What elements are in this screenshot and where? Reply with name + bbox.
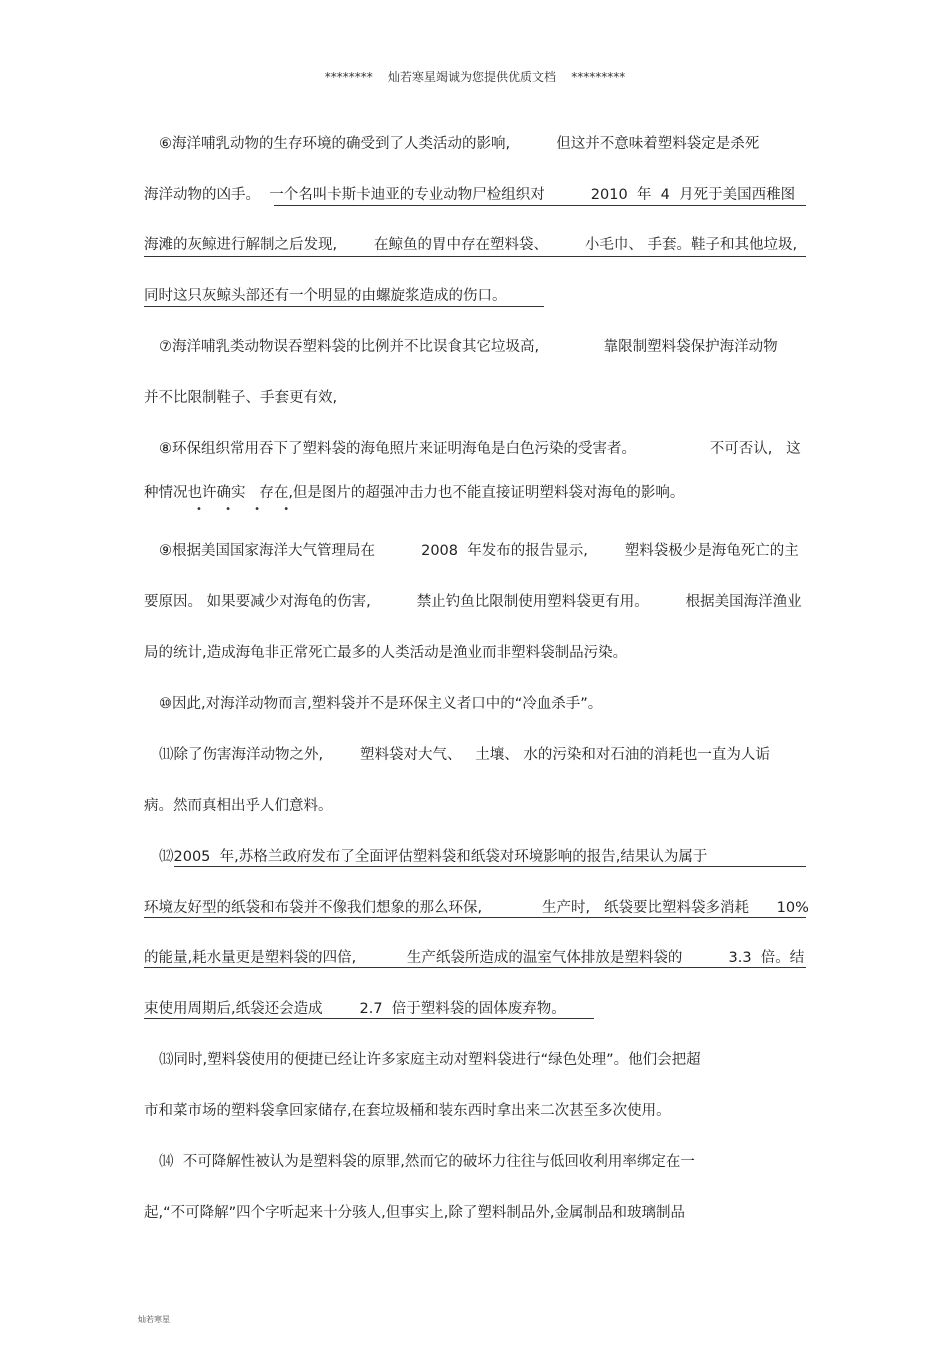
paragraph-6-line-3: 海滩的灰鲸进行解制之后发现, 在鲸鱼的胃中存在塑料袋、 小毛巾、 手套。鞋子和其他垃圾, — [144, 237, 798, 253]
page-header: ******** 灿若寒星竭诚为您提供优质文档 ********* — [324, 70, 626, 84]
page-footer: 灿若寒星 — [138, 1315, 170, 1324]
underline — [144, 1018, 594, 1019]
underline — [144, 967, 806, 968]
paragraph-9-line-3: 局的统计,造成海龟非正常死亡最多的人类活动是渔业而非塑料袋制品污染。 — [144, 645, 628, 661]
paragraph-7-line-2: 并不比限制鞋子、手套更有效, — [144, 390, 338, 406]
underline — [144, 256, 806, 257]
paragraph-11-line-1: ⑾除了伤害海洋动物之外, 塑料袋对大气、 土壤、 水的污染和对石油的消耗也一直为人诟 — [159, 747, 770, 763]
paragraph-13-line-1: ⒀同时,塑料袋使用的便捷已经让许多家庭主动对塑料袋进行“绿色处理”。他们会把超 — [159, 1052, 701, 1068]
paragraph-6-line-1: ⑥海洋哺乳动物的生存环境的确受到了人类活动的影响, 但这并不意味着塑料袋定是杀死 — [159, 136, 760, 152]
underline — [144, 917, 806, 918]
paragraph-14-line-2: 起,“不可降解”四个字听起来十分骇人,但事实上,除了塑料制品外,金属制品和玻璃制品 — [144, 1205, 685, 1221]
underline — [144, 306, 544, 307]
underline — [174, 866, 806, 867]
paragraph-8-line-1: ⑧环保组织常用吞下了塑料袋的海龟照片来证明海龟是白色污染的受害者。 不可否认, 这 — [159, 441, 801, 457]
underline — [274, 205, 806, 206]
emphasis-dots: • • • • — [196, 504, 300, 515]
paragraph-11-line-2: 病。然而真相出乎人们意料。 — [144, 798, 333, 814]
paragraph-12-line-1: ⑿2005 年,苏格兰政府发布了全面评估塑料袋和纸袋对环境影响的报告,结果认为属于 — [159, 849, 708, 865]
paragraph-12-line-4: 束使用周期后,纸袋还会造成 2.7 倍于塑料袋的固体废弃物。 — [144, 1001, 566, 1017]
paragraph-9-line-2: 要原因。 如果要减少对海龟的伤害, 禁止钓鱼比限制使用塑料袋更有用。 根据美国海洋渔业 — [144, 594, 802, 610]
paragraph-10-line-1: ⑩因此,对海洋动物而言,塑料袋并不是环保主义者口中的“冷血杀手”。 — [159, 696, 603, 712]
paragraph-8-line-2: 种情况也许确实 存在,但是图片的超强冲击力也不能直接证明塑料袋对海龟的影响。 — [144, 485, 685, 501]
paragraph-6-line-2: 海洋动物的凶手。 一个名叫卡斯卡迪亚的专业动物尸检组织对 2010 年 4 月死于美国西稚图 — [144, 187, 796, 203]
paragraph-6-line-4: 同时这只灰鲸头部还有一个明显的由螺旋浆造成的伤口。 — [144, 288, 507, 304]
paragraph-12-line-3: 的能量,耗水量更是塑料袋的四倍, 生产纸袋所造成的温室气体排放是塑料袋的 3.3 倍。结 — [144, 950, 805, 966]
paragraph-12-line-2: 环境友好型的纸袋和布袋并不像我们想象的那么环保, 生产时, 纸袋要比塑料袋多消耗 10% — [144, 900, 809, 916]
paragraph-9-line-1: ⑨根据美国国家海洋大气管理局在 2008 年发布的报告显示, 塑料袋极少是海龟死亡的主 — [159, 543, 799, 559]
paragraph-13-line-2: 市和菜市场的塑料袋拿回家储存,在套垃圾桶和装东西时拿出来二次甚至多次使用。 — [144, 1103, 671, 1119]
paragraph-7-line-1: ⑦海洋哺乳类动物误吞塑料袋的比例并不比误食其它垃圾高, 靠限制塑料袋保护海洋动物 — [159, 339, 778, 355]
paragraph-14-line-1: ⒁ 不可降解性被认为是塑料袋的原罪,然而它的破坏力往往与低回收利用率绑定在一 — [159, 1154, 695, 1170]
